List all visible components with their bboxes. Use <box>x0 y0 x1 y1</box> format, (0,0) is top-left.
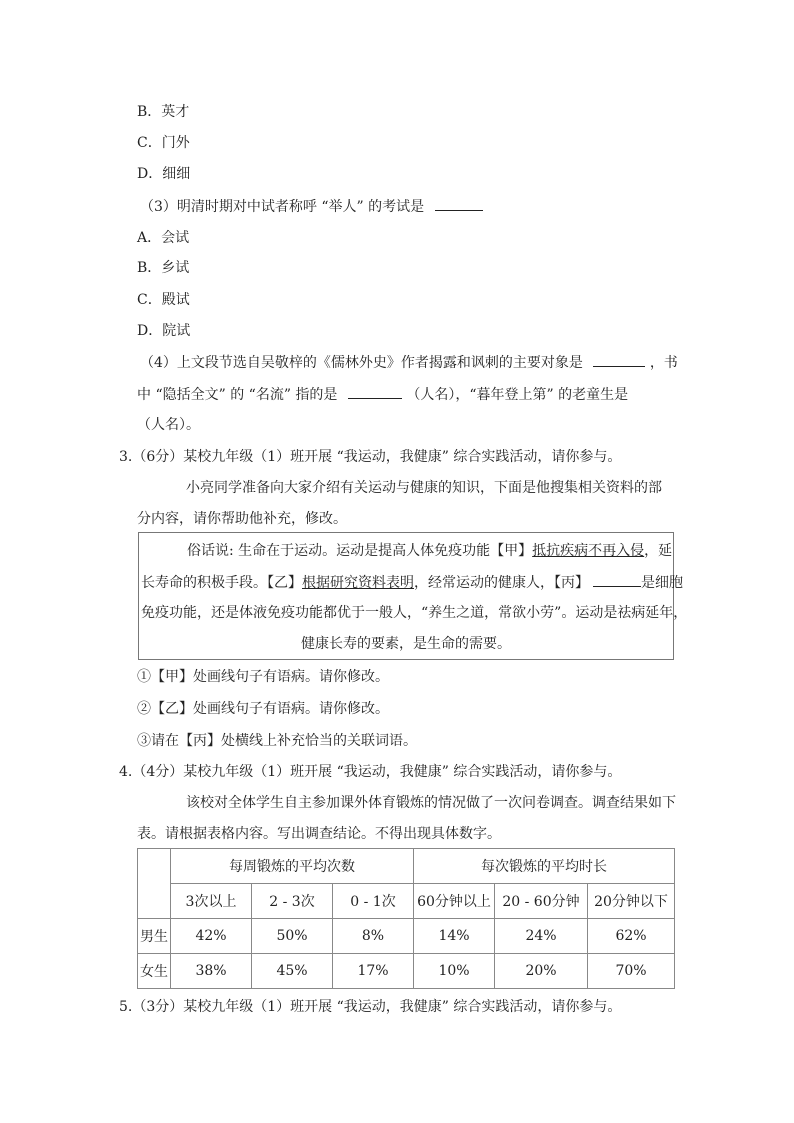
passage-line-1 <box>187 541 672 561</box>
sub-question-4-text: ，书 <box>649 355 678 371</box>
survey-table <box>137 848 675 989</box>
table-cell: 70% <box>588 954 675 989</box>
question-4-intro: 该校对全体学生自主参加课外体育锻炼的情况做了一次问卷调查。调查结果如下 <box>186 795 676 811</box>
table-group-header: 每次锻炼的平均时长 <box>414 849 675 884</box>
question-4-intro: 表。请根据表格内容。写出调查结论。不得出现具体数字。 <box>137 826 501 842</box>
option-c: C．门外 <box>137 135 190 151</box>
table-row <box>138 954 675 989</box>
table-cell: 24% <box>495 919 588 954</box>
sub-question-4-line-3: （人名）。 <box>137 417 200 433</box>
passage-line-4: 健康长寿的要素，是生命的需要。 <box>301 636 511 652</box>
table-cell: 42% <box>171 919 252 954</box>
table-column-header: 20分钟以下 <box>588 884 675 919</box>
sub-question-3-text: （3）明清时期对中试者称呼 “举人” 的考试是 <box>140 199 425 215</box>
table-cell: 45% <box>252 954 333 989</box>
question-3-intro: 小亮同学准备向大家介绍有关运动与健康的知识，下面是他搜集相关资料的部 <box>186 480 662 496</box>
table-cell: 38% <box>171 954 252 989</box>
table-column-header: 0 - 1次 <box>333 884 414 919</box>
question-3-intro: 分内容，请你帮助他补充，修改。 <box>137 511 347 527</box>
sub-question-4-text: 中 “隐括全文” 的 “名流” 指的是 <box>137 387 338 403</box>
question-3-stem: 3.（6分）某校九年级（1）班开展 “我运动，我健康” 综合实践活动，请你参与。 <box>119 449 622 465</box>
passage-text: ，延 <box>644 543 673 559</box>
table-row-label: 男生 <box>138 919 171 954</box>
table-cell: 50% <box>252 919 333 954</box>
answer-blank[interactable] <box>435 196 483 211</box>
passage-text: 俗话说: 生命在于运动。运动是提高人体免疫功能【甲】 <box>187 543 533 559</box>
sub-question-4-line-1 <box>140 352 678 373</box>
table-row <box>138 919 675 954</box>
table-row <box>138 849 675 884</box>
table-column-header: 20 - 60分钟 <box>495 884 588 919</box>
question-3-item-1: ①【甲】处画线句子有语病。请你修改。 <box>137 669 389 685</box>
table-cell: 20% <box>495 954 588 989</box>
table-corner-cell <box>138 849 171 919</box>
option-c: C．殿试 <box>137 292 190 308</box>
passage-text: ，经常运动的健康人，【丙】 <box>414 575 589 591</box>
sub-question-4-text: （4）上文段节选自吴敬梓的《儒林外史》作者揭露和讽刺的主要对象是 <box>140 355 583 371</box>
table-row <box>138 884 675 919</box>
table-cell: 10% <box>414 954 495 989</box>
question-4-stem: 4.（4分）某校九年级（1）班开展 “我运动，我健康” 综合实践活动，请你参与。 <box>119 764 622 780</box>
passage-text: 长寿命的积极手段。【乙】 <box>141 575 302 591</box>
table-cell: 14% <box>414 919 495 954</box>
question-3-item-2: ②【乙】处画线句子有语病。请你修改。 <box>137 701 389 717</box>
passage-line-2 <box>141 572 683 593</box>
underlined-sentence-jia: 抵抗疾病不再入侵 <box>532 543 645 559</box>
sub-question-4-line-2 <box>137 384 628 405</box>
option-b: B．乡试 <box>137 260 190 276</box>
table-column-header: 3次以上 <box>171 884 252 919</box>
table-cell: 17% <box>333 954 414 989</box>
quoted-passage-box <box>138 532 688 660</box>
underlined-sentence-yi: 根据研究资料表明 <box>302 575 414 591</box>
passage-text: 是细胞 <box>641 575 683 591</box>
question-5-stem: 5.（3分）某校九年级（1）班开展 “我运动，我健康” 综合实践活动，请你参与。 <box>119 999 622 1015</box>
answer-blank[interactable] <box>593 352 645 367</box>
passage-line-3: 免疫功能，还是体液免疫功能都优于一般人，“养生之道，常欲小劳”。运动是祛病延年， <box>141 605 688 621</box>
table-group-header: 每周锻炼的平均次数 <box>171 849 414 884</box>
option-d: D．院试 <box>137 323 191 339</box>
answer-blank[interactable] <box>348 384 402 399</box>
table-column-header: 60分钟以上 <box>414 884 495 919</box>
sub-question-3 <box>140 196 483 217</box>
option-d: D．细细 <box>137 166 191 182</box>
table-cell: 8% <box>333 919 414 954</box>
option-a: A．会试 <box>137 230 190 246</box>
table-cell: 62% <box>588 919 675 954</box>
sub-question-4-text: （人名），“暮年登上第” 的老童生是 <box>406 387 629 403</box>
answer-blank-bing[interactable] <box>593 572 641 587</box>
question-3-item-3: ③请在【丙】处横线上补充恰当的关联词语。 <box>137 733 417 749</box>
option-b: B．英才 <box>137 104 190 120</box>
table-column-header: 2 - 3次 <box>252 884 333 919</box>
table-row-label: 女生 <box>138 954 171 989</box>
